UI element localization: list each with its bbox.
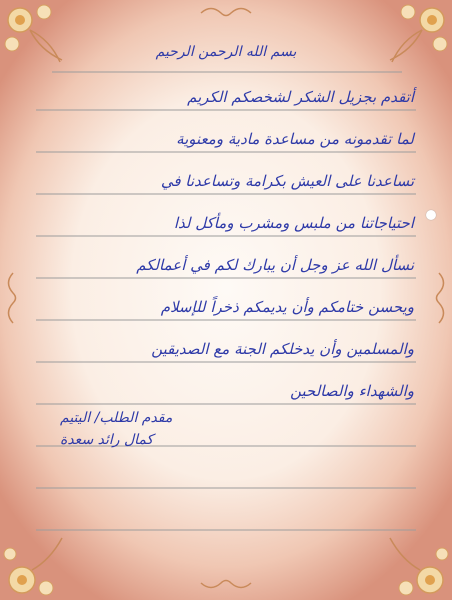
signature-name: كمال رائد سعدة bbox=[60, 432, 154, 448]
letter-line: ويحسن ختامكم وأن يديمكم ذخراً للإسلام bbox=[160, 298, 414, 316]
basmala: بسم الله الرحمن الرحيم bbox=[155, 44, 297, 60]
letter-line: احتياجاتنا من ملبس ومشرب ومأكل لذا bbox=[173, 214, 414, 232]
letter-line: والمسلمين وأن يدخلكم الجنة مع الصديقين bbox=[151, 340, 414, 358]
letter-line: والشهداء والصالحين bbox=[290, 382, 414, 400]
letter-line: أتقدم بجزيل الشكر لشخصكم الكريم bbox=[187, 88, 414, 106]
letter-line: تساعدنا على العيش بكرامة وتساعدنا في bbox=[160, 172, 414, 190]
letter-line: نسأل الله عز وجل أن يبارك لكم في أعمالكم bbox=[136, 256, 414, 274]
letter-line: لما تقدمونه من مساعدة مادية ومعنوية bbox=[176, 130, 414, 148]
punch-hole bbox=[426, 210, 436, 220]
signature-title: مقدم الطلب/ اليتيم bbox=[60, 410, 173, 426]
